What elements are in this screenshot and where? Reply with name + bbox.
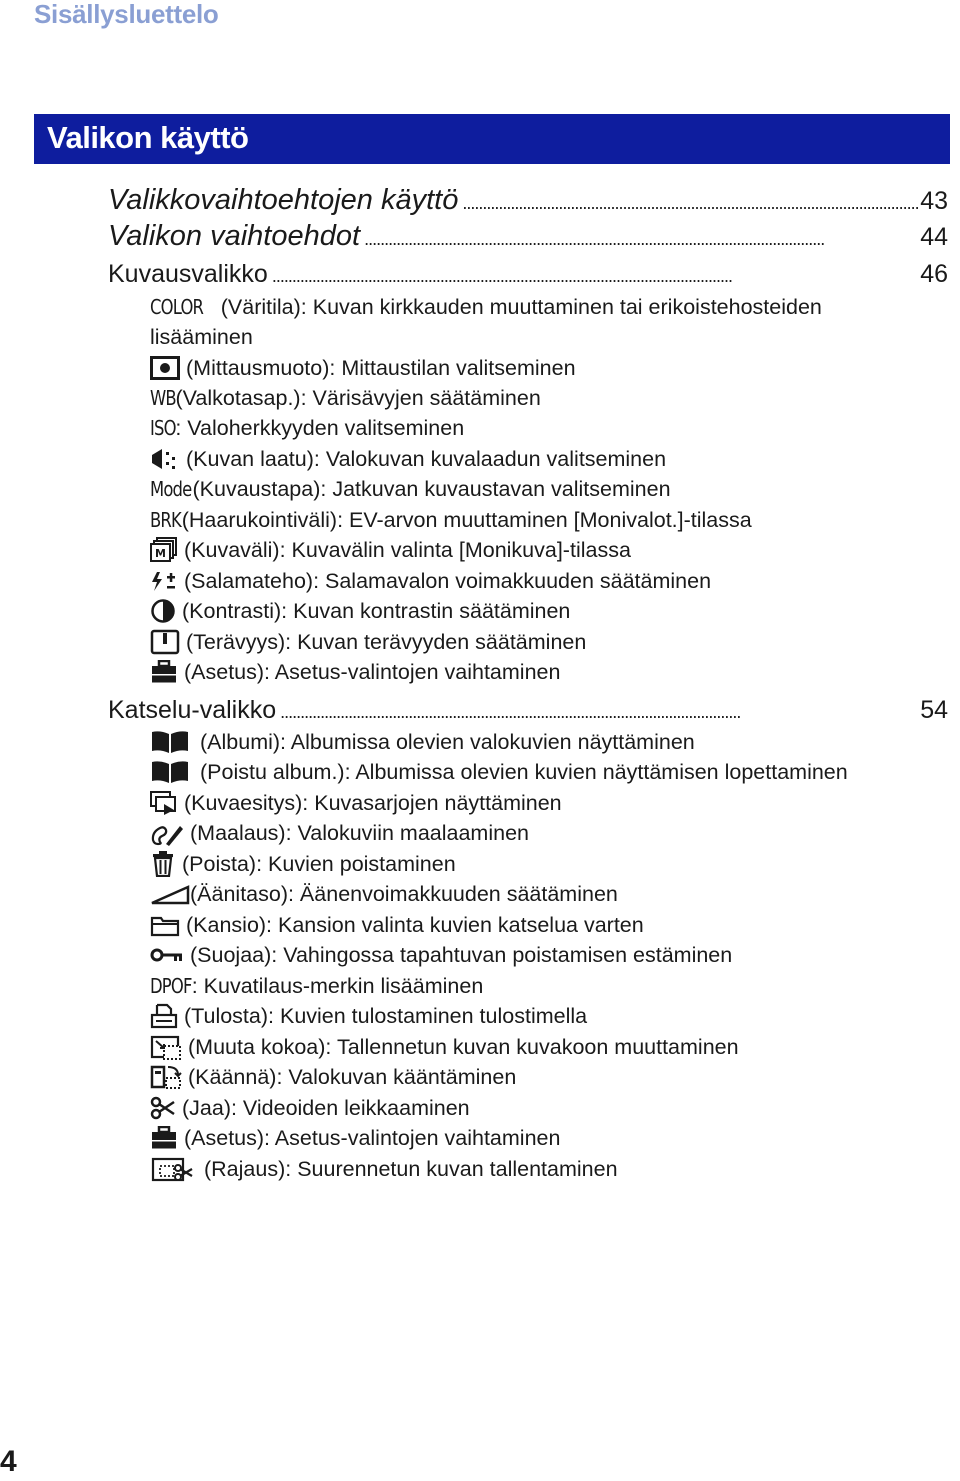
toc-entry-shooting-menu[interactable] (108, 260, 948, 289)
toc-entry-menu-options[interactable] (108, 220, 948, 253)
list-item-bracket-step[interactable] (150, 505, 940, 535)
image-quality-icon (150, 447, 180, 471)
list-item-paint[interactable] (150, 818, 940, 848)
toc-entry-page: 43 (920, 187, 948, 215)
item-text: (Asetus): Asetus-valintojen vaihtaminen (184, 660, 561, 684)
list-item-image-quality[interactable] (150, 444, 940, 474)
item-text: (Kuvaesitys): Kuvasarjojen näyttäminen (184, 791, 562, 815)
flash-level-icon (150, 569, 178, 593)
toc-entry-menu-usage[interactable] (108, 184, 948, 217)
list-item-iso[interactable] (150, 413, 940, 443)
dot-leader (364, 220, 918, 253)
metering-mode-icon (150, 356, 180, 380)
toc-entry-title: Valikkovaihtoehtojen käyttö (108, 184, 459, 216)
toc-entry-title: Kuvausvalikko (108, 260, 268, 288)
list-item-flash-level[interactable] (150, 566, 940, 596)
item-text: : Valoherkkyyden valitseminen (175, 416, 465, 440)
item-text: (Muuta kokoa): Tallennetun kuvan kuvakoon muuttaminen (188, 1035, 739, 1059)
list-item-metering-mode[interactable] (150, 353, 940, 383)
item-text: (Salamateho): Salamavalon voimakkuuden säätäminen (184, 569, 712, 593)
list-item-setup-shooting[interactable] (150, 657, 940, 687)
list-item-trimming[interactable] (150, 1154, 940, 1184)
scissors-icon (150, 1096, 176, 1120)
item-text: (Asetus): Asetus-valintojen vaihtaminen (184, 1126, 561, 1150)
item-text: (Käännä): Valokuvan kääntäminen (188, 1065, 517, 1089)
item-text: (Mittausmuoto): Mittaustilan valitseminen (186, 356, 576, 380)
svg-text:M: M (155, 547, 166, 560)
list-item-setup-viewing[interactable] (150, 1123, 940, 1153)
trash-icon (150, 851, 176, 877)
dot-leader (462, 184, 918, 217)
item-text: (Poista): Kuvien poistaminen (182, 852, 456, 876)
item-text: (Maalaus): Valokuviin maalaaminen (190, 821, 529, 845)
item-text: (Tulosta): Kuvien tulostaminen tulostimella (184, 1004, 588, 1028)
list-item-volume[interactable] (150, 879, 940, 909)
list-item-protect[interactable] (150, 940, 940, 970)
table-of-contents-link[interactable]: Sisällysluettelo (34, 0, 219, 29)
list-item-exit-album[interactable] (150, 757, 940, 787)
item-text: (Albumi): Albumissa olevien valokuvien näyttäminen (200, 730, 695, 754)
item-text: (Valkotasap.): Värisävyjen säätäminen (175, 386, 541, 410)
sharpness-icon (150, 629, 180, 655)
section-title: Valikon käyttö (47, 120, 249, 155)
list-item-sharpness[interactable] (150, 627, 940, 657)
item-text: (Kuvaustapa): Jatkuvan kuvaustavan valitseminen (192, 477, 671, 501)
item-text: : Kuvatilaus-merkin lisääminen (191, 974, 484, 998)
item-text: (Kuvaväli): Kuvavälin valinta [Monikuva]-tilassa (184, 538, 631, 562)
list-item-drive-mode[interactable] (150, 474, 940, 504)
paint-icon (150, 820, 184, 846)
list-item-album[interactable] (150, 727, 940, 757)
slideshow-icon (150, 790, 178, 816)
item-code: COLOR (150, 295, 204, 319)
list-item-divide[interactable] (150, 1093, 940, 1123)
item-text: (Kontrasti): Kuvan kontrastin säätäminen (182, 599, 571, 623)
resize-icon (150, 1034, 182, 1060)
page-number: 4 (0, 1445, 17, 1478)
volume-icon (150, 881, 190, 907)
item-code: WB (150, 386, 176, 410)
item-text: (Kuvan laatu): Valokuvan kuvalaadun valitseminen (186, 447, 667, 471)
dot-leader (272, 260, 918, 289)
item-code: DPOF (150, 974, 192, 998)
item-text: (Väritila): Kuvan kirkkauden muuttaminen tai erikoistehosteiden lisääminen (150, 295, 822, 349)
section-banner (34, 114, 950, 164)
item-text: (Jaa): Videoiden leikkaaminen (182, 1096, 470, 1120)
list-item-dpof[interactable] (150, 971, 940, 1001)
list-item-contrast[interactable] (150, 596, 940, 626)
album-exit-icon (150, 759, 190, 785)
list-item-burst-interval[interactable] (150, 535, 940, 565)
rotate-icon (150, 1064, 182, 1090)
trimming-icon (150, 1155, 194, 1183)
item-text: (Äänitaso): Äänenvoimakkuuden säätäminen (190, 882, 618, 906)
list-item-white-balance[interactable] (150, 383, 940, 413)
item-text: (Rajaus): Suurennetun kuvan tallentaminen (204, 1157, 618, 1181)
item-code: Mode (150, 477, 192, 501)
item-text: (Kansio): Kansion valinta kuvien katselua varten (186, 913, 644, 937)
album-icon (150, 729, 190, 755)
list-item-print[interactable] (150, 1001, 940, 1031)
item-code: ISO (150, 416, 176, 440)
key-icon (150, 945, 184, 965)
setup-toolbox-icon (150, 1126, 178, 1150)
contrast-icon (150, 598, 176, 624)
item-text: (Haarukointiväli): EV-arvon muuttaminen [Monivalot.]-tilassa (181, 508, 752, 532)
toc-entry-title: Valikon vaihtoehdot (108, 220, 361, 252)
dot-leader (280, 696, 918, 725)
toc-entry-page: 44 (920, 223, 948, 251)
burst-interval-icon (150, 537, 178, 563)
folder-icon (150, 913, 180, 937)
list-item-folder[interactable] (150, 910, 940, 940)
print-icon (150, 1003, 178, 1029)
list-item-color-mode[interactable] (150, 292, 890, 352)
list-item-resize[interactable] (150, 1032, 940, 1062)
list-item-delete[interactable] (150, 849, 940, 879)
item-text: (Poistu album.): Albumissa olevien kuvien näyttämisen lopettaminen (200, 760, 848, 784)
toc-entry-page: 46 (920, 260, 948, 288)
item-text: (Suojaa): Vahingossa tapahtuvan poistamisen estäminen (190, 943, 733, 967)
list-item-slideshow[interactable] (150, 788, 940, 818)
toc-entry-viewing-menu[interactable] (108, 696, 948, 725)
toc-entry-page: 54 (920, 696, 948, 724)
setup-toolbox-icon (150, 660, 178, 684)
toc-entry-title: Katselu-valikko (108, 696, 277, 724)
item-text: (Terävyys): Kuvan terävyyden säätäminen (186, 630, 587, 654)
item-code: BRK (150, 508, 181, 532)
list-item-rotate[interactable] (150, 1062, 940, 1092)
